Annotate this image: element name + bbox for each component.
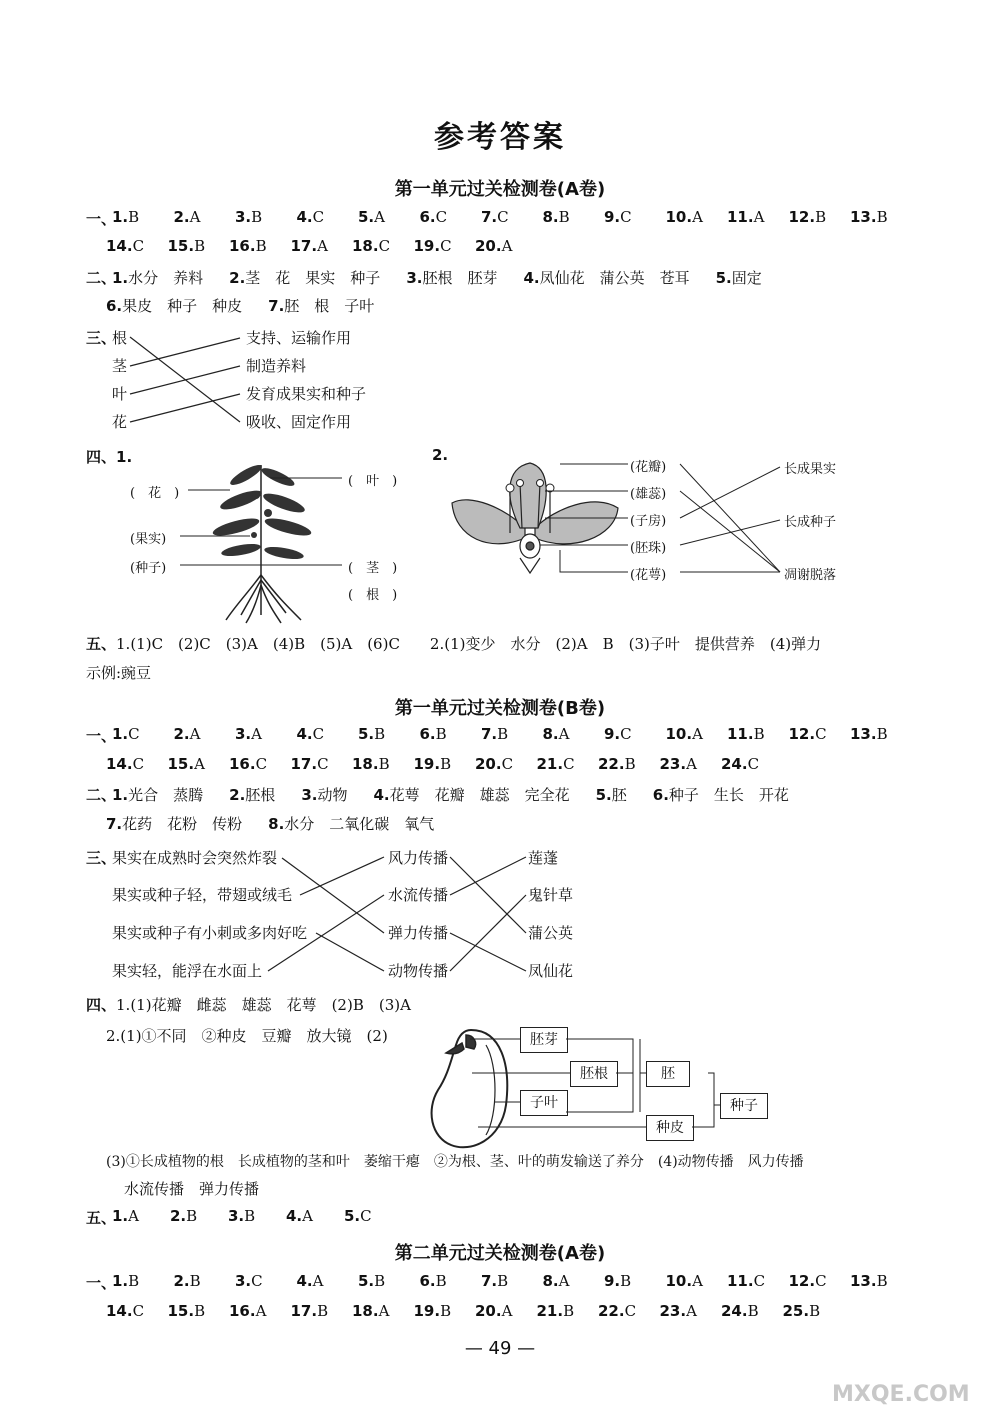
flower-label-ovary: (子房) [630, 514, 667, 529]
seed-box-seed: 种子 [720, 1093, 768, 1119]
flower-result-seed: 长成种子 [784, 515, 837, 530]
answer-item: 8.A [542, 725, 570, 743]
answer-item: 18.C [352, 237, 391, 255]
answer-item: 22.B [598, 755, 636, 773]
q4-line: 水流传播 弹力传播 [124, 1180, 260, 1198]
seed-box-plumule: 胚芽 [520, 1027, 568, 1053]
answer-item: 7.C [481, 208, 509, 226]
answer-item: 7.B [481, 1272, 509, 1290]
plant-label-root: ( 根 ) [348, 588, 398, 603]
q4-line: 2.(1)①不同 ②种皮 豆瓣 放大镜 (2) [106, 1027, 388, 1045]
watermark: MXQE.COM [832, 1382, 970, 1407]
answer-item: 25.B [782, 1302, 821, 1320]
answer-line [0, 784, 1000, 808]
answer-item: 11.A [727, 208, 765, 226]
answer-item: 21.C [536, 755, 575, 773]
answer-item: 8.A [542, 1272, 570, 1290]
match-left-item: 果实或种子轻，带翅或绒毛 [112, 886, 293, 904]
answer-item: 23.A [659, 755, 697, 773]
seed-illustration [426, 1025, 516, 1155]
answer-item: 23.A [659, 1302, 697, 1320]
answer-item: 19.B [413, 1302, 452, 1320]
answer-line [0, 267, 1000, 291]
answer-item: 5.A [358, 208, 385, 226]
answer-item: 2.茎 花 果实 种子 [229, 269, 381, 287]
section-title-unit2-a: 第二单元过关检测卷(A卷) [394, 1243, 606, 1264]
match-right-item: 制造养料 [246, 357, 307, 375]
answer-item: 14.C [106, 237, 145, 255]
answer-item: 8.水分 二氧化碳 氧气 [268, 815, 435, 833]
answer-item: 1.A [112, 1207, 139, 1225]
match-left-item: 花 [112, 413, 128, 431]
q4-line: 四、1.(1)花瓣 雌蕊 雄蕊 花萼 (2)B (3)A [86, 996, 411, 1014]
answer-item: 3.B [228, 1207, 256, 1225]
answer-item: 24.B [721, 1302, 759, 1320]
answer-item: 16.A [229, 1302, 267, 1320]
answer-item: 11.B [727, 725, 765, 743]
q2-label: 二、 [86, 269, 117, 287]
answer-item: 4.A [286, 1207, 313, 1225]
q3-label: 三、 [86, 849, 117, 867]
answer-item: 15.B [167, 1302, 206, 1320]
q3-label: 三、 [86, 329, 117, 347]
match-right-item: 莲蓬 [528, 849, 559, 867]
page-title: 参考答案 [434, 120, 566, 155]
answer-item: 11.C [727, 1272, 766, 1290]
seed-box-radicle: 胚根 [570, 1061, 618, 1087]
answer-item: 18.A [352, 1302, 390, 1320]
answer-item: 9.C [604, 725, 632, 743]
answer-item: 21.B [536, 1302, 575, 1320]
match-right-item: 吸收、固定作用 [246, 413, 352, 431]
answer-item: 20.C [475, 755, 514, 773]
answer-item: 4.C [296, 208, 325, 226]
answer-item: 2.A [173, 208, 201, 226]
seed-box-cotyledon: 子叶 [520, 1090, 568, 1116]
answer-item: 6.果皮 种子 种皮 [106, 297, 243, 315]
q1-label: 一、 [86, 1274, 117, 1292]
flower-illustration [450, 458, 620, 578]
answer-item: 15.A [167, 755, 205, 773]
q4-line: (3)①长成植物的根 长成植物的茎和叶 萎缩干瘪 ②为根、茎、叶的萌发输送了养分 (4)动物传播 风力传播 [106, 1154, 804, 1170]
answer-item: 12.B [788, 208, 827, 226]
answer-item: 17.C [290, 755, 329, 773]
answer-item: 19.C [413, 237, 452, 255]
answer-item: 13.B [850, 208, 888, 226]
flower-label-petal: (花瓣) [630, 460, 667, 475]
match-mid-item: 动物传播 [388, 962, 449, 980]
answer-item: 24.C [721, 755, 760, 773]
match-right-item: 发育成果实和种子 [246, 385, 367, 403]
answer-item: 6.B [419, 1272, 447, 1290]
answer-item: 5.B [358, 725, 386, 743]
flower-label-stamen: (雄蕊) [630, 487, 667, 502]
answer-item: 12.C [788, 725, 827, 743]
answer-row [0, 725, 1000, 749]
answer-item: 13.B [850, 1272, 888, 1290]
answer-item: 4.A [296, 1272, 324, 1290]
section-title-unit1-a: 第一单元过关检测卷(A卷) [394, 179, 606, 200]
answer-item: 1.C [112, 725, 140, 743]
page-number: — 49 — [464, 1338, 536, 1359]
match-mid-item: 风力传播 [388, 849, 449, 867]
match-left-item: 果实或种子有小刺或多肉好吃 [112, 924, 308, 942]
answer-item: 2.B [170, 1207, 198, 1225]
match-left-item: 根 [112, 329, 128, 347]
plant-label-leaf: ( 叶 ) [348, 474, 398, 489]
answer-item: 6.B [419, 725, 447, 743]
match-left-item: 果实在成熟时会突然炸裂 [112, 849, 278, 867]
answer-item: 9.B [604, 1272, 632, 1290]
answer-row [0, 208, 1000, 232]
answer-row [0, 237, 1000, 261]
answer-item: 17.A [290, 237, 328, 255]
answer-item: 12.C [788, 1272, 827, 1290]
answer-item: 5.固定 [715, 269, 762, 287]
answer-item: 3.胚根 胚芽 [406, 269, 498, 287]
answer-item: 3.C [235, 1272, 263, 1290]
answer-line [0, 813, 1000, 837]
answer-item: 4.C [296, 725, 325, 743]
answer-item: 19.B [413, 755, 452, 773]
answer-item: 22.C [598, 1302, 637, 1320]
answer-item: 10.A [665, 208, 703, 226]
answer-row [0, 755, 1000, 779]
answer-item: 6.C [419, 208, 448, 226]
answer-item: 1.光合 蒸腾 [112, 786, 204, 804]
answer-item: 18.B [352, 755, 390, 773]
answer-item: 4.花萼 花瓣 雄蕊 完全花 [373, 786, 570, 804]
seed-box-embryo: 胚 [646, 1061, 690, 1087]
plant-label-stem: ( 茎 ) [348, 561, 398, 576]
answer-item: 20.A [475, 1302, 513, 1320]
answer-item: 3.B [235, 208, 263, 226]
answer-item: 13.B [850, 725, 888, 743]
answer-item: 1.B [112, 208, 140, 226]
answer-item: 9.C [604, 208, 632, 226]
answer-item: 10.A [665, 725, 703, 743]
seed-box-coat: 种皮 [646, 1115, 694, 1141]
answer-row [0, 1302, 1000, 1326]
plant-label-seed: (种子) [130, 561, 167, 576]
q5-label: 五、 [86, 1209, 117, 1227]
answer-item: 17.B [290, 1302, 329, 1320]
answer-item: 2.A [173, 725, 201, 743]
answer-item: 1.水分 养料 [112, 269, 204, 287]
match-left-item: 茎 [112, 357, 128, 375]
plant-label-flower: ( 花 ) [130, 486, 180, 501]
match-left-item: 果实轻，能浮在水面上 [112, 962, 263, 980]
match-right-item: 凤仙花 [528, 962, 574, 980]
match-mid-item: 水流传播 [388, 886, 449, 904]
answer-item: 5.胚 [595, 786, 627, 804]
answer-item: 7.B [481, 725, 509, 743]
answer-item: 8.B [542, 208, 570, 226]
plant-label-fruit: (果实) [130, 532, 167, 547]
flower-result-fruit: 长成果实 [784, 462, 837, 477]
plant-illustration [206, 455, 316, 625]
q2-label: 二、 [86, 786, 117, 804]
match-left-item: 叶 [112, 385, 128, 403]
answer-item: 4.凤仙花 蒲公英 苍耳 [523, 269, 690, 287]
answer-item: 16.C [229, 755, 268, 773]
answer-item: 3.A [235, 725, 262, 743]
match-right-item: 鬼针草 [528, 886, 574, 904]
answer-line [0, 295, 1000, 319]
match-mid-item: 弹力传播 [388, 924, 449, 942]
answer-item: 5.B [358, 1272, 386, 1290]
answer-item: 16.B [229, 237, 267, 255]
answer-item: 20.A [475, 237, 513, 255]
match-right-item: 蒲公英 [528, 924, 574, 942]
match-right-item: 支持、运输作用 [246, 329, 352, 347]
answer-item: 7.胚 根 子叶 [268, 297, 375, 315]
section-title-unit1-b: 第一单元过关检测卷(B卷) [394, 698, 606, 719]
flower-result-wither: 凋谢脱落 [784, 568, 837, 583]
q1-label: 一、 [86, 727, 117, 745]
answer-item: 14.C [106, 1302, 145, 1320]
answer-item: 14.C [106, 755, 145, 773]
q5-line: 五、1.(1)C (2)C (3)A (4)B (5)A (6)C 2.(1)变少 水分 (2)A B (3)子叶 提供营养 (4)弹力 [86, 635, 822, 653]
answer-item: 10.A [665, 1272, 703, 1290]
answer-row [0, 1272, 1000, 1296]
q1-label: 一、 [86, 210, 117, 228]
answer-item: 1.B [112, 1272, 140, 1290]
flower-label-sepal: (花萼) [630, 568, 667, 583]
answer-item: 6.种子 生长 开花 [652, 786, 789, 804]
answer-item: 7.花药 花粉 传粉 [106, 815, 243, 833]
flower-label-ovule: (胚珠) [630, 541, 667, 556]
answer-item: 2.B [173, 1272, 201, 1290]
answer-row [0, 1207, 1000, 1231]
answer-item: 2.胚根 [229, 786, 276, 804]
q4-2-label: 2. [432, 446, 449, 464]
q4-label: 四、1. [86, 448, 133, 466]
answer-item: 5.C [344, 1207, 372, 1225]
q5-line: 示例:豌豆 [86, 664, 152, 682]
answer-item: 15.B [167, 237, 206, 255]
answer-item: 3.动物 [301, 786, 348, 804]
